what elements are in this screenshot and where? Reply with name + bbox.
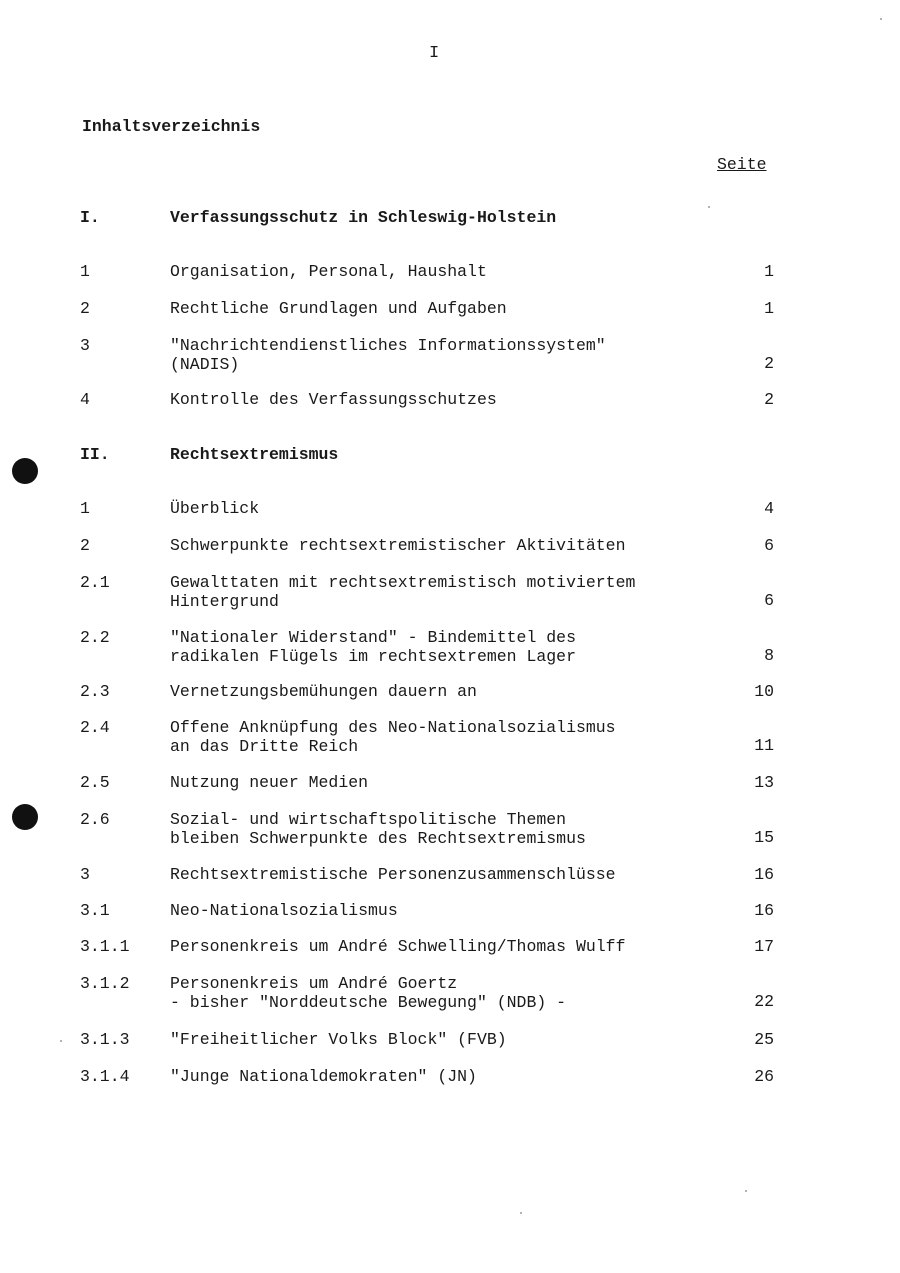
entry-page: 4: [764, 499, 774, 518]
entry-title: Organisation, Personal, Haushalt: [170, 262, 487, 281]
entry-title: Offene Anknüpfung des Neo-Nationalsozialismus an das Dritte Reich: [170, 718, 616, 756]
entry-number: 3.1.4: [80, 1067, 130, 1086]
entry-title: Sozial- und wirtschaftspolitische Themen bleiben Schwerpunkte des Rechtsextremismus: [170, 810, 586, 848]
entry-page: 13: [754, 773, 774, 792]
entry-page: 1: [764, 262, 774, 281]
entry-page: 1: [764, 299, 774, 318]
entry-number: 1: [80, 499, 90, 518]
entry-title: "Nationaler Widerstand" - Bindemittel des radikalen Flügels im rechtsextremen Lager: [170, 628, 576, 666]
entry-title: Neo-Nationalsozialismus: [170, 901, 398, 920]
entry-number: 4: [80, 390, 90, 409]
entry-page: 26: [754, 1067, 774, 1086]
scan-speck: [880, 18, 882, 20]
entry-page: 2: [764, 390, 774, 409]
entry-number: 2.2: [80, 628, 110, 647]
entry-title: Gewalttaten mit rechtsextremistisch motiviertem Hintergrund: [170, 573, 636, 611]
entry-number: 3.1: [80, 901, 110, 920]
entry-number: 2: [80, 536, 90, 555]
entry-number: 1: [80, 262, 90, 281]
entry-title: Rechtsextremismus: [170, 445, 339, 464]
entry-title: "Nachrichtendienstliches Informationssystem" (NADIS): [170, 336, 606, 374]
page-column-label: Seite: [717, 155, 767, 174]
entry-title: Personenkreis um André Goertz - bisher "Norddeutsche Bewegung" (NDB) -: [170, 974, 567, 1012]
entry-number: 2.4: [80, 718, 110, 737]
entry-number: 3.1.1: [80, 937, 130, 956]
entry-page: 10: [754, 682, 774, 701]
punch-hole: [12, 804, 38, 830]
entry-number: 3.1.3: [80, 1030, 130, 1049]
entry-number: 2.5: [80, 773, 110, 792]
entry-page: 22: [754, 992, 774, 1011]
entry-page: 8: [764, 646, 774, 665]
entry-page: 11: [754, 736, 774, 755]
entry-title: Rechtsextremistische Personenzusammenschlüsse: [170, 865, 616, 884]
entry-title: "Freiheitlicher Volks Block" (FVB): [170, 1030, 507, 1049]
entry-title: Rechtliche Grundlagen und Aufgaben: [170, 299, 507, 318]
entry-page: 6: [764, 536, 774, 555]
scan-speck: [60, 1040, 62, 1042]
entry-title: Überblick: [170, 499, 260, 518]
entry-title: "Junge Nationaldemokraten" (JN): [170, 1067, 477, 1086]
scan-speck: [520, 1212, 522, 1214]
document-heading: Inhaltsverzeichnis: [82, 117, 261, 136]
page-number: I: [429, 44, 440, 63]
entry-page: 16: [754, 865, 774, 884]
entry-page: 17: [754, 937, 774, 956]
entry-page: 2: [764, 354, 774, 373]
entry-title: Schwerpunkte rechtsextremistischer Aktivitäten: [170, 536, 626, 555]
entry-number: 2.6: [80, 810, 110, 829]
entry-page: 25: [754, 1030, 774, 1049]
entry-page: 15: [754, 828, 774, 847]
entry-title: Personenkreis um André Schwelling/Thomas Wulff: [170, 937, 626, 956]
entry-number: 3: [80, 865, 90, 884]
punch-hole: [12, 458, 38, 484]
entry-title: Vernetzungsbemühungen dauern an: [170, 682, 477, 701]
entry-number: 2.1: [80, 573, 110, 592]
entry-title: Kontrolle des Verfassungsschutzes: [170, 390, 497, 409]
entry-title: Nutzung neuer Medien: [170, 773, 369, 792]
scan-speck: [745, 1190, 747, 1192]
entry-number: 2.3: [80, 682, 110, 701]
entry-number: II.: [80, 445, 110, 464]
entry-page: 6: [764, 591, 774, 610]
entry-page: 16: [754, 901, 774, 920]
entry-number: 2: [80, 299, 90, 318]
entry-number: 3.1.2: [80, 974, 130, 993]
entry-title: Verfassungsschutz in Schleswig-Holstein: [170, 208, 557, 227]
scan-speck: [708, 206, 710, 208]
entry-number: 3: [80, 336, 90, 355]
entry-number: I.: [80, 208, 100, 227]
